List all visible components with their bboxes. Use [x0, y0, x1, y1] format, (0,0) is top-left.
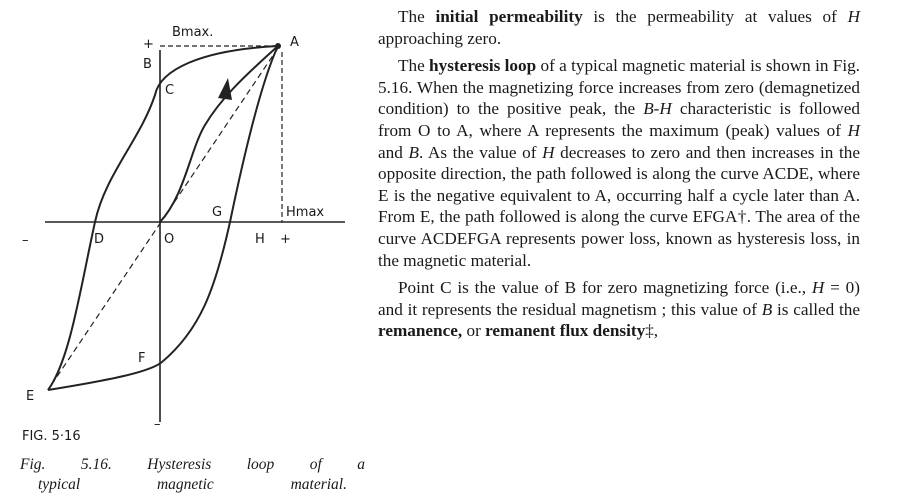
minus-left-label: –: [22, 233, 29, 248]
p3-symbol-b: B: [761, 299, 773, 319]
p3-symbol-h: H: [811, 278, 825, 298]
term-remanence: remanence,: [378, 321, 463, 341]
hysteresis-figure: [0, 0, 370, 501]
p2-text-c: of a typical magnetic material is shown in Fig. 5.16. When the magnetizing force increases from zero (demagnetized condition) to the positive peak, the: [378, 56, 860, 119]
paragraph-hysteresis-loop: [378, 55, 860, 271]
hmax-label: Hmax: [286, 205, 325, 220]
f-label: F: [138, 351, 146, 366]
p3-text-c: is called the: [772, 299, 860, 319]
p1-text-d: approaching zero.: [378, 28, 502, 48]
minus-bottom-label: –: [154, 417, 161, 432]
paragraph-remanence: [378, 277, 860, 342]
bmax-label: Bmax.: [172, 25, 214, 40]
point-a-marker: [275, 43, 281, 49]
caption-line-1: Fig. 5.16. Hysteresis loop of a: [20, 456, 365, 473]
p2-symbol-h: H: [847, 120, 860, 140]
body-text: [378, 6, 860, 348]
paragraph-initial-permeability: [378, 6, 860, 49]
g-label: G: [212, 205, 223, 220]
p1-symbol-h: H: [847, 7, 860, 26]
p2-symbol-h2: H: [542, 142, 555, 162]
p2-text-e: and: [378, 142, 409, 162]
plus-top-label: +: [143, 37, 154, 52]
direction-arrow: [218, 78, 232, 100]
p1-text-a: The: [398, 7, 436, 26]
o-label: O: [164, 232, 175, 247]
term-hysteresis-loop: hysteresis loop: [429, 56, 537, 76]
fig-id-label: FIG. 5·16: [22, 429, 81, 444]
p3-text-a: Point C is the value of B for zero magnetizing force (i.e.,: [398, 278, 812, 298]
p2-symbol-b: B: [408, 142, 419, 162]
p2-text-a: The: [398, 56, 430, 76]
c-label: C: [165, 83, 175, 98]
p1-text-c: is the permeability at values of: [582, 7, 848, 26]
p2-symbol-bh: B-H: [643, 99, 672, 119]
plus-right-label: +: [280, 232, 291, 247]
d-label: D: [94, 232, 105, 247]
term-remanent-flux-density: remanent flux density: [485, 321, 646, 341]
e-label: E: [26, 389, 35, 404]
term-initial-permeability: initial permeability: [435, 7, 583, 26]
p2-text-d: characteristic is followed from O to A, where A represents the maximum (peak) values of: [378, 99, 860, 140]
b-label: B: [143, 57, 152, 72]
hysteresis-diagram: [0, 0, 370, 455]
p3-text-d: or: [462, 321, 486, 341]
h-label: H: [255, 232, 265, 247]
p3-text-b: = 0) and it represents the residual magnetism ; this value of: [378, 278, 860, 319]
caption-line-2: typical magnetic material.: [38, 476, 347, 493]
a-label: A: [290, 35, 299, 50]
p2-text-g: decreases to zero and then increases in the opposite direction, the path followed is along the curve ACDE, where E is the negative equivalent to A, occurring half a cycle later than A. From E, the path followed is along the curve EFGA†. The area of the curve ACDEFGA represents power loss, known as hysteresis loss, in the magnetic material.: [378, 142, 861, 270]
p3-text-e: ‡,: [645, 321, 659, 341]
figure-caption: [20, 455, 365, 495]
initial-curve-oa: [160, 46, 278, 222]
p2-text-f: . As the value of: [418, 142, 543, 162]
